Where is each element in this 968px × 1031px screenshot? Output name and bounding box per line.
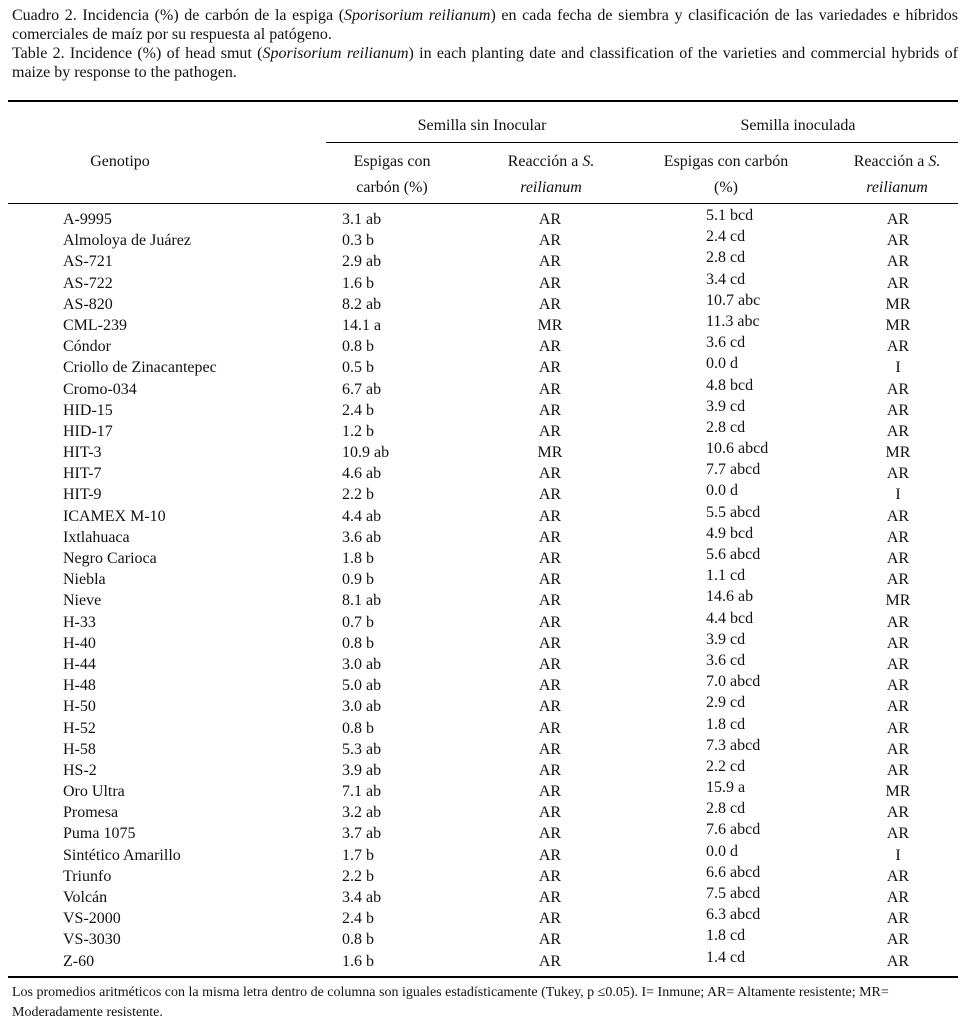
cell-ears-inoculated: 10.6 abcd	[706, 440, 769, 458]
cell-genotype: Puma 1075	[63, 825, 136, 843]
species-name: Sporisorium reilianum	[262, 45, 409, 62]
cell-reaction-inoculated: I	[895, 486, 901, 504]
cell-reaction-uninoculated: AR	[538, 380, 562, 398]
cell-ears-uninoculated: 0.9 b	[342, 571, 374, 589]
cell-reaction-uninoculated: AR	[538, 550, 562, 567]
table-row	[0, 418, 968, 442]
cell-ears-uninoculated: 3.9 ab	[342, 761, 382, 779]
cell-ears-uninoculated: 0.3 b	[342, 232, 374, 250]
table-row	[0, 651, 968, 675]
cell-reaction-inoculated: AR	[886, 401, 910, 419]
cell-reaction-uninoculated: AR	[538, 655, 562, 673]
cell-ears-uninoculated: 3.1 ab	[342, 211, 382, 228]
cell-ears-inoculated: 10.7 abc	[706, 291, 761, 309]
table-row	[0, 590, 968, 611]
cell-reaction-uninoculated: AR	[538, 783, 562, 801]
table-row	[0, 842, 968, 866]
cell-reaction-inoculated: AR	[886, 550, 910, 567]
cell-genotype: Z-60	[63, 952, 95, 970]
cell-reaction-uninoculated: AR	[538, 592, 562, 610]
cell-ears-inoculated: 7.3 abcd	[706, 736, 761, 754]
cell-ears-uninoculated: 6.7 ab	[342, 380, 382, 398]
table-row	[0, 823, 968, 844]
table-row	[0, 524, 968, 548]
table-row	[0, 270, 968, 294]
cell-genotype: H-44	[63, 655, 96, 673]
cell-reaction-inoculated: AR	[886, 931, 910, 949]
table-row	[0, 209, 968, 230]
cell-genotype: Promesa	[63, 804, 119, 822]
cell-reaction-uninoculated: AR	[538, 232, 562, 250]
cell-genotype: H-52	[63, 719, 96, 737]
table-row	[0, 863, 968, 887]
cell-reaction-inoculated: AR	[886, 211, 910, 228]
cell-reaction-uninoculated: AR	[538, 422, 562, 440]
cell-reaction-uninoculated: AR	[538, 825, 562, 843]
cell-genotype: HS-2	[63, 761, 97, 779]
table-row	[0, 336, 968, 357]
bottom-rule	[8, 976, 958, 978]
cell-reaction-uninoculated: AR	[538, 889, 562, 906]
cell-reaction-inoculated: I	[895, 359, 901, 377]
cell-reaction-inoculated: AR	[886, 380, 910, 398]
cell-genotype: H-58	[63, 740, 96, 758]
cell-ears-inoculated: 14.6 ab	[706, 588, 754, 606]
cell-reaction-inoculated: AR	[886, 634, 910, 652]
cell-ears-uninoculated: 2.2 b	[342, 486, 374, 504]
cell-ears-inoculated: 11.3 abc	[706, 312, 760, 330]
cell-ears-uninoculated: 8.1 ab	[342, 592, 382, 610]
cell-ears-uninoculated: 3.0 ab	[342, 655, 382, 673]
table-row	[0, 291, 968, 315]
table-row	[0, 929, 968, 950]
table-row	[0, 736, 968, 760]
cell-ears-inoculated: 3.6 cd	[706, 651, 746, 669]
cell-ears-inoculated: 2.4 cd	[706, 228, 746, 246]
cell-reaction-inoculated: AR	[886, 655, 910, 673]
cell-ears-inoculated: 7.5 abcd	[706, 885, 761, 902]
cell-ears-inoculated: 7.6 abcd	[706, 821, 761, 839]
cell-reaction-inoculated: AR	[886, 740, 910, 758]
header-reaction-uninoculated: Reacción a S. reilianum	[507, 153, 595, 196]
group-rule	[326, 142, 958, 143]
cell-genotype: Almoloya de Juárez	[63, 232, 191, 250]
cell-reaction-inoculated: AR	[886, 232, 910, 250]
cell-ears-uninoculated: 0.8 b	[342, 931, 374, 949]
cell-genotype: AS-721	[63, 253, 113, 271]
cell-genotype: H-40	[63, 634, 96, 652]
cell-reaction-inoculated: AR	[886, 719, 910, 737]
species-name: Sporisorium reilianum	[344, 7, 491, 24]
cell-ears-uninoculated: 1.7 b	[342, 846, 374, 864]
header-genotype: Genotipo	[90, 153, 150, 170]
table-row	[0, 630, 968, 654]
table-row	[0, 484, 968, 505]
cell-reaction-inoculated: AR	[886, 613, 910, 631]
cell-reaction-inoculated: AR	[886, 677, 910, 695]
cell-ears-inoculated: 3.9 cd	[706, 630, 746, 648]
table-caption	[12, 6, 958, 82]
cell-ears-inoculated: 5.5 abcd	[706, 503, 761, 521]
cell-reaction-uninoculated: AR	[538, 465, 562, 483]
group-header-inoculated: Semilla inoculada	[740, 117, 856, 134]
cell-reaction-inoculated: AR	[886, 274, 910, 292]
cell-ears-inoculated: 5.6 abcd	[706, 546, 761, 563]
cell-ears-inoculated: 7.7 abcd	[706, 461, 761, 479]
header-ears-inoculated: Espigas con carbón (%)	[663, 153, 789, 196]
table-row	[0, 569, 968, 590]
cell-reaction-uninoculated: AR	[538, 507, 562, 525]
cell-reaction-uninoculated: AR	[538, 698, 562, 716]
table-row	[0, 715, 968, 739]
cell-genotype: H-50	[63, 698, 96, 716]
cell-reaction-inoculated: I	[895, 846, 901, 864]
cell-reaction-uninoculated: AR	[538, 761, 562, 779]
cell-ears-uninoculated: 5.0 ab	[342, 677, 382, 695]
table-row	[0, 609, 968, 633]
cell-reaction-inoculated: AR	[886, 952, 910, 970]
group-header-uninoculated: Semilla sin Inocular	[417, 117, 547, 134]
cell-ears-inoculated: 2.8 cd	[706, 800, 746, 818]
cell-reaction-uninoculated: AR	[538, 846, 562, 864]
cell-genotype: Sintético Amarillo	[63, 846, 181, 864]
cell-ears-uninoculated: 3.2 ab	[342, 804, 382, 822]
cell-reaction-inoculated: MR	[885, 295, 911, 313]
cell-genotype: Oro Ultra	[63, 783, 125, 801]
cell-reaction-uninoculated: AR	[538, 211, 562, 228]
cell-reaction-inoculated: AR	[886, 889, 910, 906]
cell-ears-inoculated: 2.2 cd	[706, 757, 746, 775]
cell-ears-uninoculated: 3.4 ab	[342, 889, 382, 906]
cell-ears-inoculated: 3.9 cd	[706, 397, 746, 415]
cell-reaction-inoculated: AR	[886, 422, 910, 440]
table-row	[0, 357, 968, 378]
cell-reaction-inoculated: AR	[886, 910, 910, 928]
cell-ears-uninoculated: 0.8 b	[342, 634, 374, 652]
table-row	[0, 442, 968, 463]
cell-ears-inoculated: 15.9 a	[706, 779, 746, 797]
cell-reaction-uninoculated: MR	[537, 316, 563, 334]
cell-ears-inoculated: 0.0 d	[706, 355, 738, 373]
table-row	[0, 312, 968, 336]
cell-reaction-uninoculated: AR	[538, 910, 562, 928]
cell-ears-inoculated: 3.4 cd	[706, 270, 746, 288]
table-row	[0, 757, 968, 781]
cell-reaction-inoculated: AR	[886, 338, 910, 356]
cell-ears-inoculated: 1.8 cd	[706, 715, 746, 733]
table-row	[0, 781, 968, 802]
cell-genotype: Ixtlahuaca	[63, 528, 130, 546]
table-row	[0, 376, 968, 400]
cell-reaction-uninoculated: AR	[538, 634, 562, 652]
cell-reaction-uninoculated: AR	[538, 253, 562, 271]
table-body	[0, 209, 968, 972]
cell-ears-inoculated: 3.6 cd	[706, 334, 746, 352]
cell-genotype: HID-15	[63, 401, 113, 419]
cell-ears-inoculated: 1.8 cd	[706, 927, 746, 945]
cell-ears-uninoculated: 2.9 ab	[342, 253, 382, 271]
table-row	[0, 463, 968, 484]
cell-genotype: Nieve	[63, 592, 102, 610]
cell-reaction-inoculated: AR	[886, 571, 910, 589]
cell-genotype: HIT-3	[63, 444, 102, 462]
cell-reaction-uninoculated: AR	[538, 740, 562, 758]
cell-reaction-inoculated: MR	[885, 592, 911, 610]
cell-reaction-inoculated: AR	[886, 698, 910, 716]
cell-reaction-uninoculated: AR	[538, 867, 562, 885]
cell-ears-inoculated: 7.0 abcd	[706, 673, 761, 691]
cell-ears-inoculated: 0.0 d	[706, 842, 738, 860]
cell-ears-uninoculated: 7.1 ab	[342, 783, 382, 801]
table-row	[0, 230, 968, 251]
cell-genotype: A-9995	[63, 211, 112, 228]
cell-reaction-uninoculated: MR	[537, 444, 563, 462]
cell-genotype: Cóndor	[63, 338, 111, 356]
cell-reaction-inoculated: MR	[885, 783, 911, 801]
cell-genotype: Niebla	[63, 571, 106, 589]
cell-ears-uninoculated: 2.2 b	[342, 867, 374, 885]
cell-ears-uninoculated: 4.6 ab	[342, 465, 382, 483]
cell-ears-uninoculated: 0.5 b	[342, 359, 374, 377]
cell-reaction-uninoculated: AR	[538, 677, 562, 695]
cell-reaction-uninoculated: AR	[538, 338, 562, 356]
cell-ears-inoculated: 4.8 bcd	[706, 376, 754, 394]
cell-genotype: Criollo de Zinacantepec	[63, 359, 217, 377]
cell-reaction-inoculated: AR	[886, 507, 910, 525]
cell-reaction-inoculated: AR	[886, 465, 910, 483]
cell-reaction-inoculated: AR	[886, 761, 910, 779]
cell-reaction-uninoculated: AR	[538, 804, 562, 822]
cell-ears-inoculated: 1.4 cd	[706, 948, 746, 966]
cell-ears-uninoculated: 0.8 b	[342, 338, 374, 356]
table-row	[0, 397, 968, 421]
table-row	[0, 503, 968, 527]
cell-genotype: ICAMEX M-10	[63, 507, 166, 525]
cell-reaction-uninoculated: AR	[538, 528, 562, 546]
table-row	[0, 696, 968, 717]
cell-reaction-uninoculated: AR	[538, 719, 562, 737]
cell-ears-inoculated: 2.9 cd	[706, 694, 746, 712]
cell-reaction-inoculated: AR	[886, 253, 910, 271]
header-reaction-inoculated: Reacción a S. reilianum	[853, 153, 941, 196]
header-ears-uninoculated: Espigas con carbón (%)	[353, 153, 431, 196]
cell-reaction-inoculated: AR	[886, 528, 910, 546]
cell-ears-inoculated: 5.1 bcd	[706, 207, 754, 224]
table-row	[0, 948, 968, 972]
cell-ears-uninoculated: 14.1 a	[342, 316, 382, 334]
cell-genotype: HIT-9	[63, 486, 102, 504]
cell-genotype: VS-2000	[63, 910, 121, 928]
cell-reaction-uninoculated: AR	[538, 401, 562, 419]
cell-reaction-uninoculated: AR	[538, 931, 562, 949]
cell-reaction-uninoculated: AR	[538, 359, 562, 377]
cell-genotype: Negro Carioca	[63, 550, 157, 567]
cell-genotype: CML-239	[63, 316, 127, 334]
table-row	[0, 548, 968, 569]
cell-ears-uninoculated: 10.9 ab	[342, 444, 390, 462]
top-rule	[8, 100, 958, 102]
caption-spanish: Cuadro 2. Incidencia (%) de carbón de la espiga (Sporisorium reilianum) en cada fecha de siembra y clasificación de las variedades e híbridos comerciales de maíz por su respuesta al patógeno.	[12, 7, 958, 43]
cell-ears-uninoculated: 3.0 ab	[342, 698, 382, 716]
cell-genotype: VS-3030	[63, 931, 121, 949]
cell-reaction-uninoculated: AR	[538, 952, 562, 970]
cell-genotype: AS-820	[63, 295, 113, 313]
cell-genotype: HIT-7	[63, 465, 102, 483]
cell-ears-inoculated: 1.1 cd	[706, 567, 746, 585]
table-row	[0, 251, 968, 272]
cell-ears-inoculated: 6.3 abcd	[706, 906, 761, 924]
cell-ears-uninoculated: 1.8 b	[342, 550, 374, 567]
cell-ears-uninoculated: 2.4 b	[342, 910, 374, 928]
cell-reaction-uninoculated: AR	[538, 613, 562, 631]
cell-ears-uninoculated: 2.4 b	[342, 401, 374, 419]
caption-english: Table 2. Incidence (%) of head smut (Sporisorium reilianum) in each planting date and classification of the varieties and commercial hybrids of maize by response to the pathogen.	[12, 45, 958, 81]
cell-ears-uninoculated: 3.7 ab	[342, 825, 382, 843]
cell-ears-inoculated: 4.9 bcd	[706, 524, 754, 542]
cell-genotype: HID-17	[63, 422, 113, 440]
cell-reaction-inoculated: AR	[886, 867, 910, 885]
cell-reaction-inoculated: MR	[885, 444, 911, 462]
cell-ears-uninoculated: 0.8 b	[342, 719, 374, 737]
cell-genotype: Triunfo	[63, 867, 112, 885]
cell-ears-uninoculated: 8.2 ab	[342, 295, 382, 313]
cell-ears-uninoculated: 4.4 ab	[342, 507, 382, 525]
cell-genotype: H-33	[63, 613, 96, 631]
cell-reaction-inoculated: MR	[885, 316, 911, 334]
cell-reaction-uninoculated: AR	[538, 274, 562, 292]
cell-reaction-uninoculated: AR	[538, 571, 562, 589]
cell-ears-inoculated: 0.0 d	[706, 482, 738, 500]
cell-ears-uninoculated: 0.7 b	[342, 613, 374, 631]
cell-ears-uninoculated: 5.3 ab	[342, 740, 382, 758]
cell-genotype: H-48	[63, 677, 96, 695]
table-row	[0, 802, 968, 823]
cell-ears-uninoculated: 3.6 ab	[342, 528, 382, 546]
cell-ears-uninoculated: 1.6 b	[342, 274, 374, 292]
cell-reaction-uninoculated: AR	[538, 486, 562, 504]
table-footnote: Los promedios aritméticos con la misma letra dentro de columna son iguales estadísticamente (Tukey, p ≤0.05). I= Inmune; AR= Altamente resistente; MR= Moderadamente resistente.	[12, 985, 889, 1020]
table-row	[0, 887, 968, 908]
header-rule	[8, 203, 958, 204]
cell-reaction-inoculated: AR	[886, 825, 910, 843]
cell-genotype: Cromo-034	[63, 380, 137, 398]
cell-ears-inoculated: 2.8 cd	[706, 249, 746, 267]
cell-ears-uninoculated: 1.2 b	[342, 422, 374, 440]
table-row	[0, 908, 968, 929]
cell-ears-inoculated: 4.4 bcd	[706, 609, 754, 627]
cell-ears-inoculated: 2.8 cd	[706, 418, 746, 436]
cell-reaction-uninoculated: AR	[538, 295, 562, 313]
table-row	[0, 675, 968, 696]
cell-ears-inoculated: 6.6 abcd	[706, 863, 761, 881]
cell-reaction-inoculated: AR	[886, 804, 910, 822]
cell-ears-uninoculated: 1.6 b	[342, 952, 374, 970]
cell-genotype: AS-722	[63, 274, 113, 292]
cell-genotype: Volcán	[63, 889, 108, 906]
